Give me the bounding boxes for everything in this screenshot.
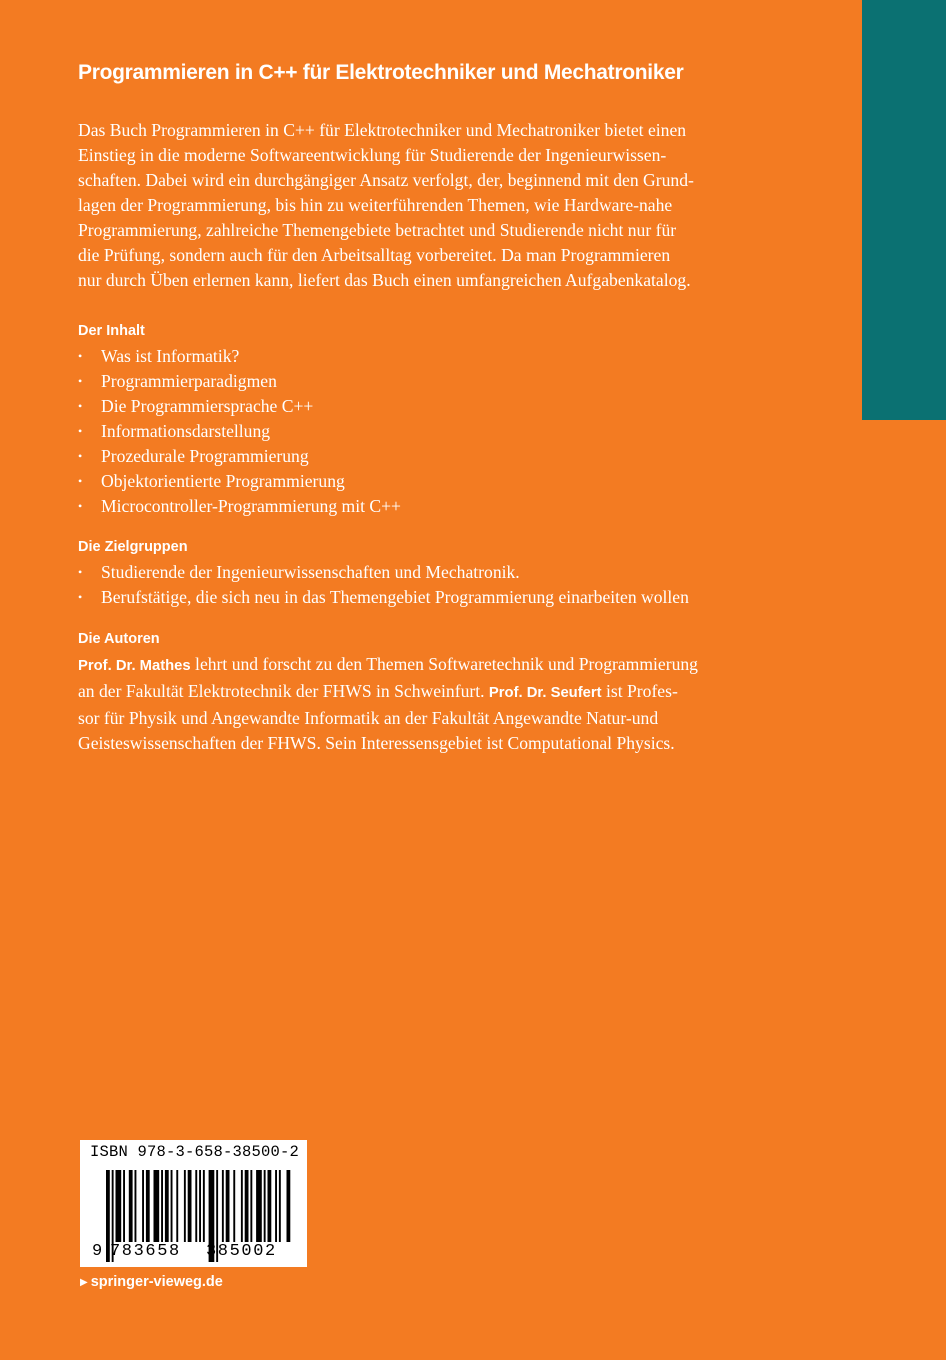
barcode-bar: [233, 1170, 235, 1242]
list-item: • Programmierparadigmen: [78, 369, 778, 394]
authors-text: lehrt und forscht zu den Themen Softwaretechnik und Programmierung: [190, 654, 698, 674]
barcode-bar: [264, 1170, 266, 1242]
list-item: • Prozedurale Programmierung: [78, 444, 778, 469]
barcode-bar: [123, 1170, 125, 1242]
barcode-bar: [176, 1170, 178, 1242]
teal-accent-tab: [862, 0, 946, 420]
list-item: • Microcontroller-Programmierung mit C++: [78, 494, 778, 519]
list-item: • Informationsdarstellung: [78, 419, 778, 444]
authors-line: [78, 679, 778, 706]
barcode-bar: [165, 1170, 169, 1242]
intro-line: nur durch Üben erlernen kann, liefert das Buch einen umfangreichen Aufgabenkatalog.: [78, 270, 691, 290]
intro-line: lagen der Programmierung, bis hin zu weiterführenden Themen, wie Hardware-nahe: [78, 195, 673, 215]
list-item: • Die Programmiersprache C++: [78, 394, 778, 419]
barcode-bar: [135, 1170, 137, 1242]
barcode-bar: [161, 1170, 163, 1242]
ean-first-digit: 9: [92, 1242, 103, 1261]
barcode-bar: [226, 1170, 230, 1242]
barcode-bar: [222, 1170, 224, 1242]
target-groups-heading: Die Zielgruppen: [78, 539, 188, 555]
list-item: • Was ist Informatik?: [78, 344, 778, 369]
target-groups-list: [78, 560, 778, 610]
isbn-barcode: [80, 1140, 307, 1267]
author-name-mathes: Prof. Dr. Mathes: [78, 658, 191, 674]
barcode-bar: [287, 1170, 291, 1242]
authors-text: ist Profes-: [601, 681, 678, 701]
barcode-bar: [250, 1170, 252, 1242]
back-cover-text: [78, 58, 778, 756]
list-item: • Berufstätige, die sich neu in das Themengebiet Programmierung einarbeiten wollen: [78, 585, 741, 610]
contents-list: [78, 344, 778, 519]
ean-right-group: 385002: [206, 1242, 277, 1261]
intro-line: Programmierung, zahlreiche Themengebiete betrachtet und Studierende nicht nur für: [78, 220, 677, 240]
authors-line: Geisteswissenschaften der FHWS. Sein Interessensgebiet ist Computational Physics.: [78, 733, 675, 753]
barcode-bar: [184, 1170, 186, 1242]
barcode-bar: [203, 1170, 205, 1242]
barcode-bar: [256, 1170, 262, 1242]
intro-line: Das Buch Programmieren in C++ für Elektrotechniker und Mechatroniker bietet einen: [78, 120, 687, 140]
intro-line: schaften. Dabei wird ein durchgängiger Ansatz verfolgt, der, beginnend mit den Grund-: [78, 170, 694, 190]
barcode-bar: [142, 1170, 144, 1242]
intro-paragraph: [78, 118, 778, 293]
publisher-link[interactable]: [80, 1274, 223, 1290]
barcode-bar: [146, 1170, 150, 1242]
barcode-bar: [188, 1170, 192, 1242]
intro-line: die Prüfung, sondern auch für den Arbeitsalltag vorbereitet. Da man Programmieren: [78, 245, 671, 265]
book-title: Programmieren in C++ für Elektrotechniker und Mechatroniker: [78, 61, 684, 84]
authors-line: sor für Physik und Angewandte Informatik an der Fakultät Angewandte Natur-und: [78, 708, 659, 728]
barcode-bar: [268, 1170, 272, 1242]
barcode-bar: [275, 1170, 277, 1242]
barcode-bar: [199, 1170, 201, 1242]
barcode-bar: [116, 1170, 122, 1242]
barcode-bar: [171, 1170, 173, 1242]
ean-left-group: 783658: [110, 1242, 181, 1261]
authors-text: an der Fakultät Elektrotechnik der FHWS in Schweinfurt.: [78, 681, 489, 701]
barcode-bar: [154, 1170, 160, 1242]
barcode-bar: [245, 1170, 249, 1242]
barcode-bar: [279, 1170, 281, 1242]
author-name-seufert: Prof. Dr. Seufert: [488, 685, 602, 701]
barcode-bar: [195, 1170, 197, 1242]
authors-line: [78, 652, 778, 679]
isbn-label: ISBN 978-3-658-38500-2: [90, 1143, 300, 1161]
authors-heading: Die Autoren: [78, 631, 160, 647]
authors-paragraph: [78, 652, 778, 756]
publisher-url: springer-vieweg.de: [90, 1274, 223, 1290]
barcode-bar: [129, 1170, 133, 1242]
contents-heading: Der Inhalt: [78, 323, 145, 339]
intro-line: Einstieg in die moderne Softwareentwicklung für Studierende der Ingenieurwissen-: [78, 145, 667, 165]
list-item: • Studierende der Ingenieurwissenschaften und Mechatronik.: [78, 560, 778, 585]
arrow-right-icon: ▶: [80, 1277, 88, 1288]
barcode-bar: [241, 1170, 243, 1242]
list-item: • Objektorientierte Programmierung: [78, 469, 778, 494]
